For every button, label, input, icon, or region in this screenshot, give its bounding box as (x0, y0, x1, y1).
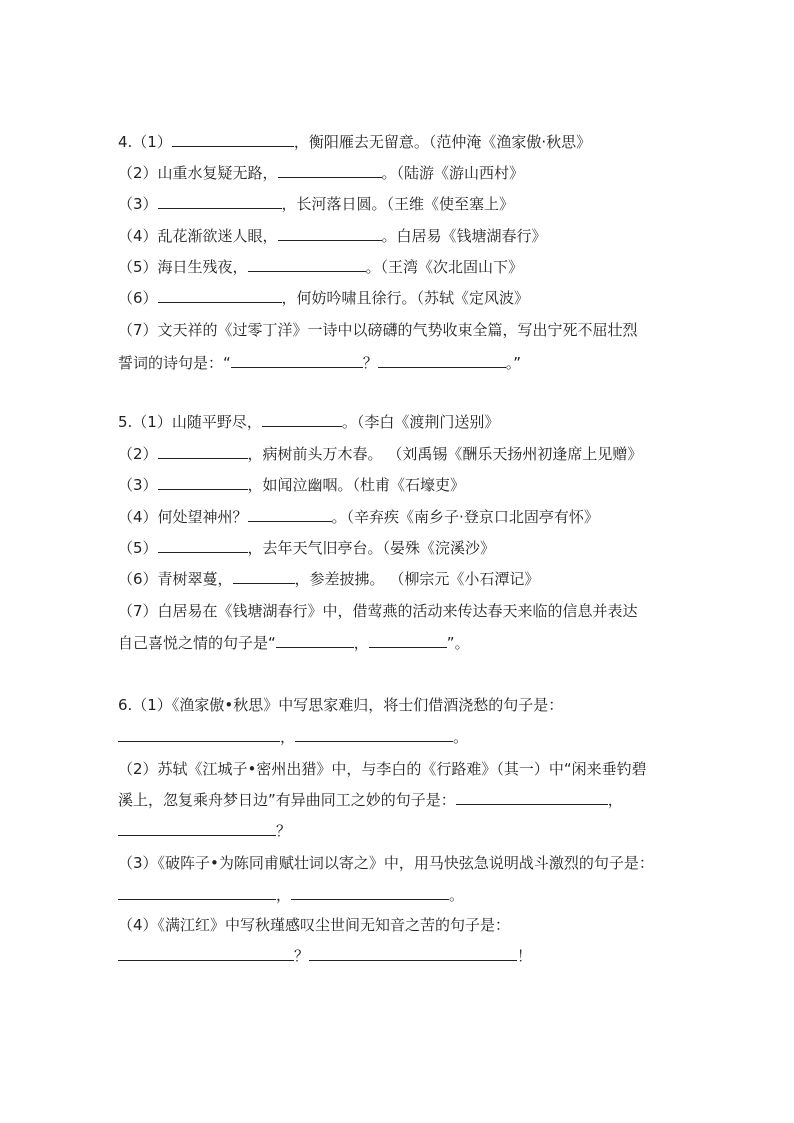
q4-2-prefix: （2）山重水复疑无路， (118, 164, 278, 182)
q5-line-3 (118, 474, 465, 496)
q5-3-prefix: （3） (118, 476, 158, 494)
q4-8-suffix: 。” (505, 354, 522, 372)
q5-line-1 (118, 411, 499, 433)
q6-9-middle: ？ (294, 947, 310, 965)
q4-1-prefix: 4.（1） (118, 133, 172, 151)
q4-3-suffix: ，长河落日圆。（王维《使至塞上》 (281, 195, 515, 213)
q4-4-prefix: （4）乱花渐欲迷人眼， (118, 227, 278, 245)
q6-8-text: （4）《满江红》中写秋瑾感叹尘世间无知音之苦的句子是： (118, 916, 511, 934)
q6-line-8 (118, 914, 510, 936)
q4-3-prefix: （3） (118, 195, 158, 213)
q6-line-1 (118, 694, 563, 716)
q6-2-middle: ， (280, 728, 296, 746)
q4-4-suffix: 。白居易《钱塘湖春行》 (381, 227, 547, 245)
q4-2-suffix: 。（陆游《游山西村》 (381, 164, 525, 182)
q5-1-suffix: 。（李白《渡荆门送别》 (341, 413, 500, 431)
q6-4-blank[interactable] (456, 789, 608, 805)
q5-1-prefix: 5.（1）山随平野尽， (118, 413, 262, 431)
q4-2-blank[interactable] (278, 162, 382, 178)
q5-2-blank[interactable] (158, 443, 248, 459)
q6-line-6 (118, 852, 654, 874)
q6-4-suffix: ， (607, 791, 623, 809)
q6-2-blank-1[interactable] (118, 726, 280, 742)
q5-8-middle: ， (353, 634, 369, 652)
q4-line-8 (118, 352, 521, 374)
q5-2-suffix: ，病树前头万木春。 （刘禹锡《酬乐天扬州初逢席上见赠》 (247, 445, 643, 463)
q4-8-blank-2[interactable] (378, 352, 506, 368)
q4-line-6 (118, 287, 529, 309)
q5-6-prefix: （6）青树翠蔓， (118, 570, 233, 588)
q5-line-4 (118, 506, 599, 528)
q4-line-3 (118, 193, 514, 215)
q4-line-1 (118, 131, 591, 153)
q6-5-suffix: ？ (276, 822, 292, 840)
q4-4-blank[interactable] (278, 225, 382, 241)
q4-3-blank[interactable] (158, 193, 282, 209)
q6-7-blank-2[interactable] (291, 884, 449, 900)
q5-4-blank[interactable] (248, 506, 332, 522)
q4-1-blank[interactable] (172, 131, 294, 147)
q4-8-middle: ？ (362, 354, 378, 372)
q6-line-3 (118, 758, 647, 780)
q6-line-5 (118, 820, 291, 842)
q6-line-2 (118, 726, 468, 748)
q5-line-5 (118, 537, 495, 559)
q6-1-text: 6.（1）《渔家傲•秋思》中写思家难归，将士们借酒浇愁的句子是： (118, 696, 564, 714)
q4-8-blank-1[interactable] (231, 352, 363, 368)
q6-line-7 (118, 884, 464, 906)
q6-4-prefix: 溪上，忽复乘舟梦日边”有异曲同工之妙的句子是： (118, 791, 456, 809)
q6-line-4 (118, 789, 623, 811)
q5-3-blank[interactable] (158, 474, 248, 490)
q6-7-suffix: 。 (449, 886, 465, 904)
q6-6-text: （3）《破阵子•为陈同甫赋壮词以寄之》中，用马快弦急说明战斗激烈的句子是： (118, 854, 654, 872)
q5-8-suffix: ”。 (446, 634, 470, 652)
q4-line-5 (118, 256, 523, 278)
q6-2-suffix: 。 (453, 728, 469, 746)
q4-6-suffix: ，何妨吟啸且徐行。（苏轼《定风波》 (281, 289, 530, 307)
q6-7-middle: ， (276, 886, 292, 904)
q4-1-suffix: ，衡阳雁去无留意。（范仲淹《渔家傲·秋思》 (293, 133, 592, 151)
q6-7-blank-1[interactable] (118, 884, 276, 900)
q5-5-blank[interactable] (158, 537, 248, 553)
q4-5-blank[interactable] (248, 256, 366, 272)
q5-8-blank-2[interactable] (369, 632, 447, 648)
q4-5-prefix: （5）海日生残夜， (118, 258, 248, 276)
q5-7-text: （7）白居易在《钱塘湖春行》中，借莺燕的活动来传达春天来临的信息并表达 (118, 602, 638, 620)
q6-5-blank[interactable] (118, 820, 276, 836)
q4-7-text: （7）文天祥的《过零丁洋》一诗中以磅礴的气势收束全篇，写出宁死不屈壮烈 (118, 321, 638, 339)
q6-3-text: （2）苏轼《江城子•密州出猎》中，与李白的《行路难》（其一）中“闲来垂钓碧 (118, 760, 647, 778)
q4-8-prefix: 誓词的诗句是：“ (118, 354, 231, 372)
q5-line-8 (118, 632, 470, 654)
q4-line-2 (118, 162, 524, 184)
q6-line-9 (118, 945, 532, 967)
q5-3-suffix: ，如闻泣幽咽。（杜甫《石壕吏》 (247, 476, 466, 494)
q5-line-2 (118, 443, 642, 465)
q5-8-blank-1[interactable] (276, 632, 354, 648)
q6-2-blank-2[interactable] (295, 726, 453, 742)
q5-4-prefix: （4）何处望神州？ (118, 508, 248, 526)
q5-2-prefix: （2） (118, 445, 158, 463)
q5-5-prefix: （5） (118, 539, 158, 557)
q5-line-6 (118, 568, 539, 590)
q5-8-prefix: 自己喜悦之情的句子是“ (118, 634, 276, 652)
q5-line-7 (118, 600, 638, 622)
q6-9-suffix: ！ (517, 947, 533, 965)
q4-6-blank[interactable] (158, 287, 282, 303)
q4-5-suffix: 。（王湾《次北固山下》 (365, 258, 524, 276)
q5-5-suffix: ，去年天气旧亭台。（晏殊《浣溪沙》 (247, 539, 496, 557)
q5-6-suffix: ，参差披拂。 （柳宗元《小石潭记》 (294, 570, 540, 588)
q5-4-suffix: 。（辛弃疾《南乡子·登京口北固亭有怀》 (331, 508, 599, 526)
q5-1-blank[interactable] (262, 411, 342, 427)
q6-9-blank-1[interactable] (118, 945, 294, 961)
q4-line-7 (118, 319, 638, 341)
q4-line-4 (118, 225, 547, 247)
q5-6-blank[interactable] (233, 568, 295, 584)
q4-6-prefix: （6） (118, 289, 158, 307)
q6-9-blank-2[interactable] (309, 945, 517, 961)
